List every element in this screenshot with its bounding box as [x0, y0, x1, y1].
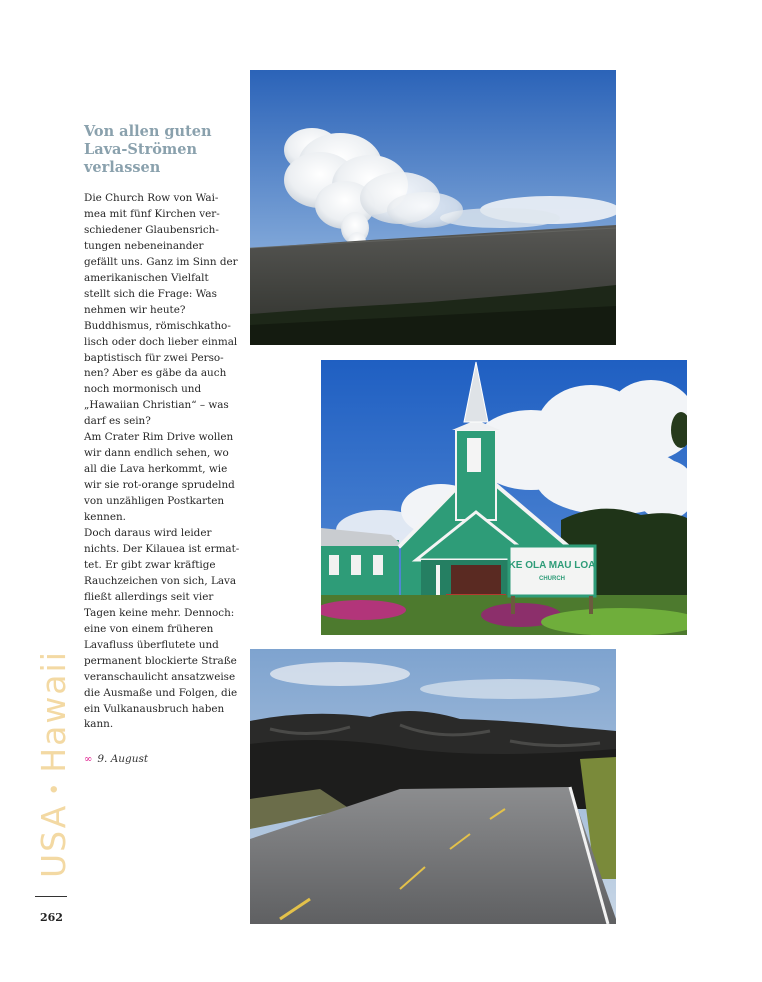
body-line: Rauchzeichen von sich, Lava — [84, 574, 237, 587]
body-line: die Ausmaße und Folgen, die — [84, 686, 238, 699]
body-line: schiedener Glaubensrich- — [84, 223, 219, 236]
infinity-icon: ∞ — [84, 754, 93, 765]
body-line: darf es sein? — [84, 415, 151, 428]
body-line: Die Church Row von Wai- — [84, 192, 219, 204]
body-line: nehmen wir heute? — [84, 303, 186, 316]
church-photo — [321, 360, 687, 635]
body-line: Tagen keine mehr. Dennoch: — [84, 606, 235, 619]
body-line: Buddhismus, römischkatho- — [84, 319, 231, 332]
body-line: „Hawaiian Christian“ – was — [84, 399, 229, 412]
body-line: gefällt uns. Ganz im Sinn der — [84, 255, 238, 268]
body-line: eine von einem früheren — [84, 622, 214, 635]
lava-road-photo — [250, 649, 616, 924]
body-line: tungen nebeneinander — [84, 239, 204, 252]
body-line: baptistisch für zwei Perso- — [84, 351, 224, 364]
body-line: permanent blockierte Straße — [84, 654, 237, 667]
body-line: nen? Aber es gäbe da auch — [84, 367, 227, 380]
body-line: wir sie rot-orange sprudelnd — [84, 479, 235, 492]
body-line: von unzähligen Postkarten — [84, 495, 225, 508]
article-heading — [84, 123, 244, 177]
body-line: Lavafluss überflutete und — [84, 638, 219, 651]
article-date — [84, 753, 148, 765]
body-line: mea mit fünf Kirchen ver- — [84, 207, 220, 220]
body-line: veranschaulicht ansatzweise — [84, 670, 236, 683]
heading-line: Von allen guten — [84, 123, 212, 140]
heading-line: verlassen — [84, 159, 161, 176]
body-line: wir dann endlich sehen, wo — [84, 447, 229, 460]
bullet-icon: • — [42, 780, 68, 796]
article-body — [84, 191, 242, 733]
body-line: Am Crater Rim Drive wollen — [84, 431, 234, 444]
body-line: lisch oder doch lieber einmal — [84, 335, 238, 348]
body-line: Doch daraus wird leider — [84, 527, 212, 540]
body-line: ein Vulkanausbruch haben — [84, 702, 225, 715]
church-sign-label: CHURCH — [539, 576, 565, 582]
page-number-rule — [35, 896, 67, 897]
body-line: fließt allerdings seit vier — [84, 590, 214, 603]
side-section-title — [36, 650, 74, 878]
volcano-smoke-photo — [250, 70, 616, 345]
body-line: nichts. Der Kilauea ist ermat- — [84, 542, 240, 555]
body-line: stellt sich die Frage: Was — [84, 287, 217, 300]
side-title-country: USA — [34, 803, 73, 878]
body-line: all die Lava herkommt, wie — [84, 463, 228, 476]
body-line: tet. Er gibt zwar kräftige — [84, 558, 216, 571]
body-line: noch mormonisch und — [84, 383, 202, 396]
body-line: kann. — [84, 718, 114, 731]
church-sign-name: KE OLA MAU LOA — [508, 560, 596, 571]
page-number: 262 — [40, 911, 63, 924]
body-line: kennen. — [84, 511, 126, 524]
body-line: amerikanischen Vielfalt — [84, 271, 209, 284]
heading-line: Lava-Strömen — [84, 141, 198, 158]
date-text: 9. August — [97, 753, 149, 765]
side-title-region: Hawaii — [34, 650, 73, 773]
